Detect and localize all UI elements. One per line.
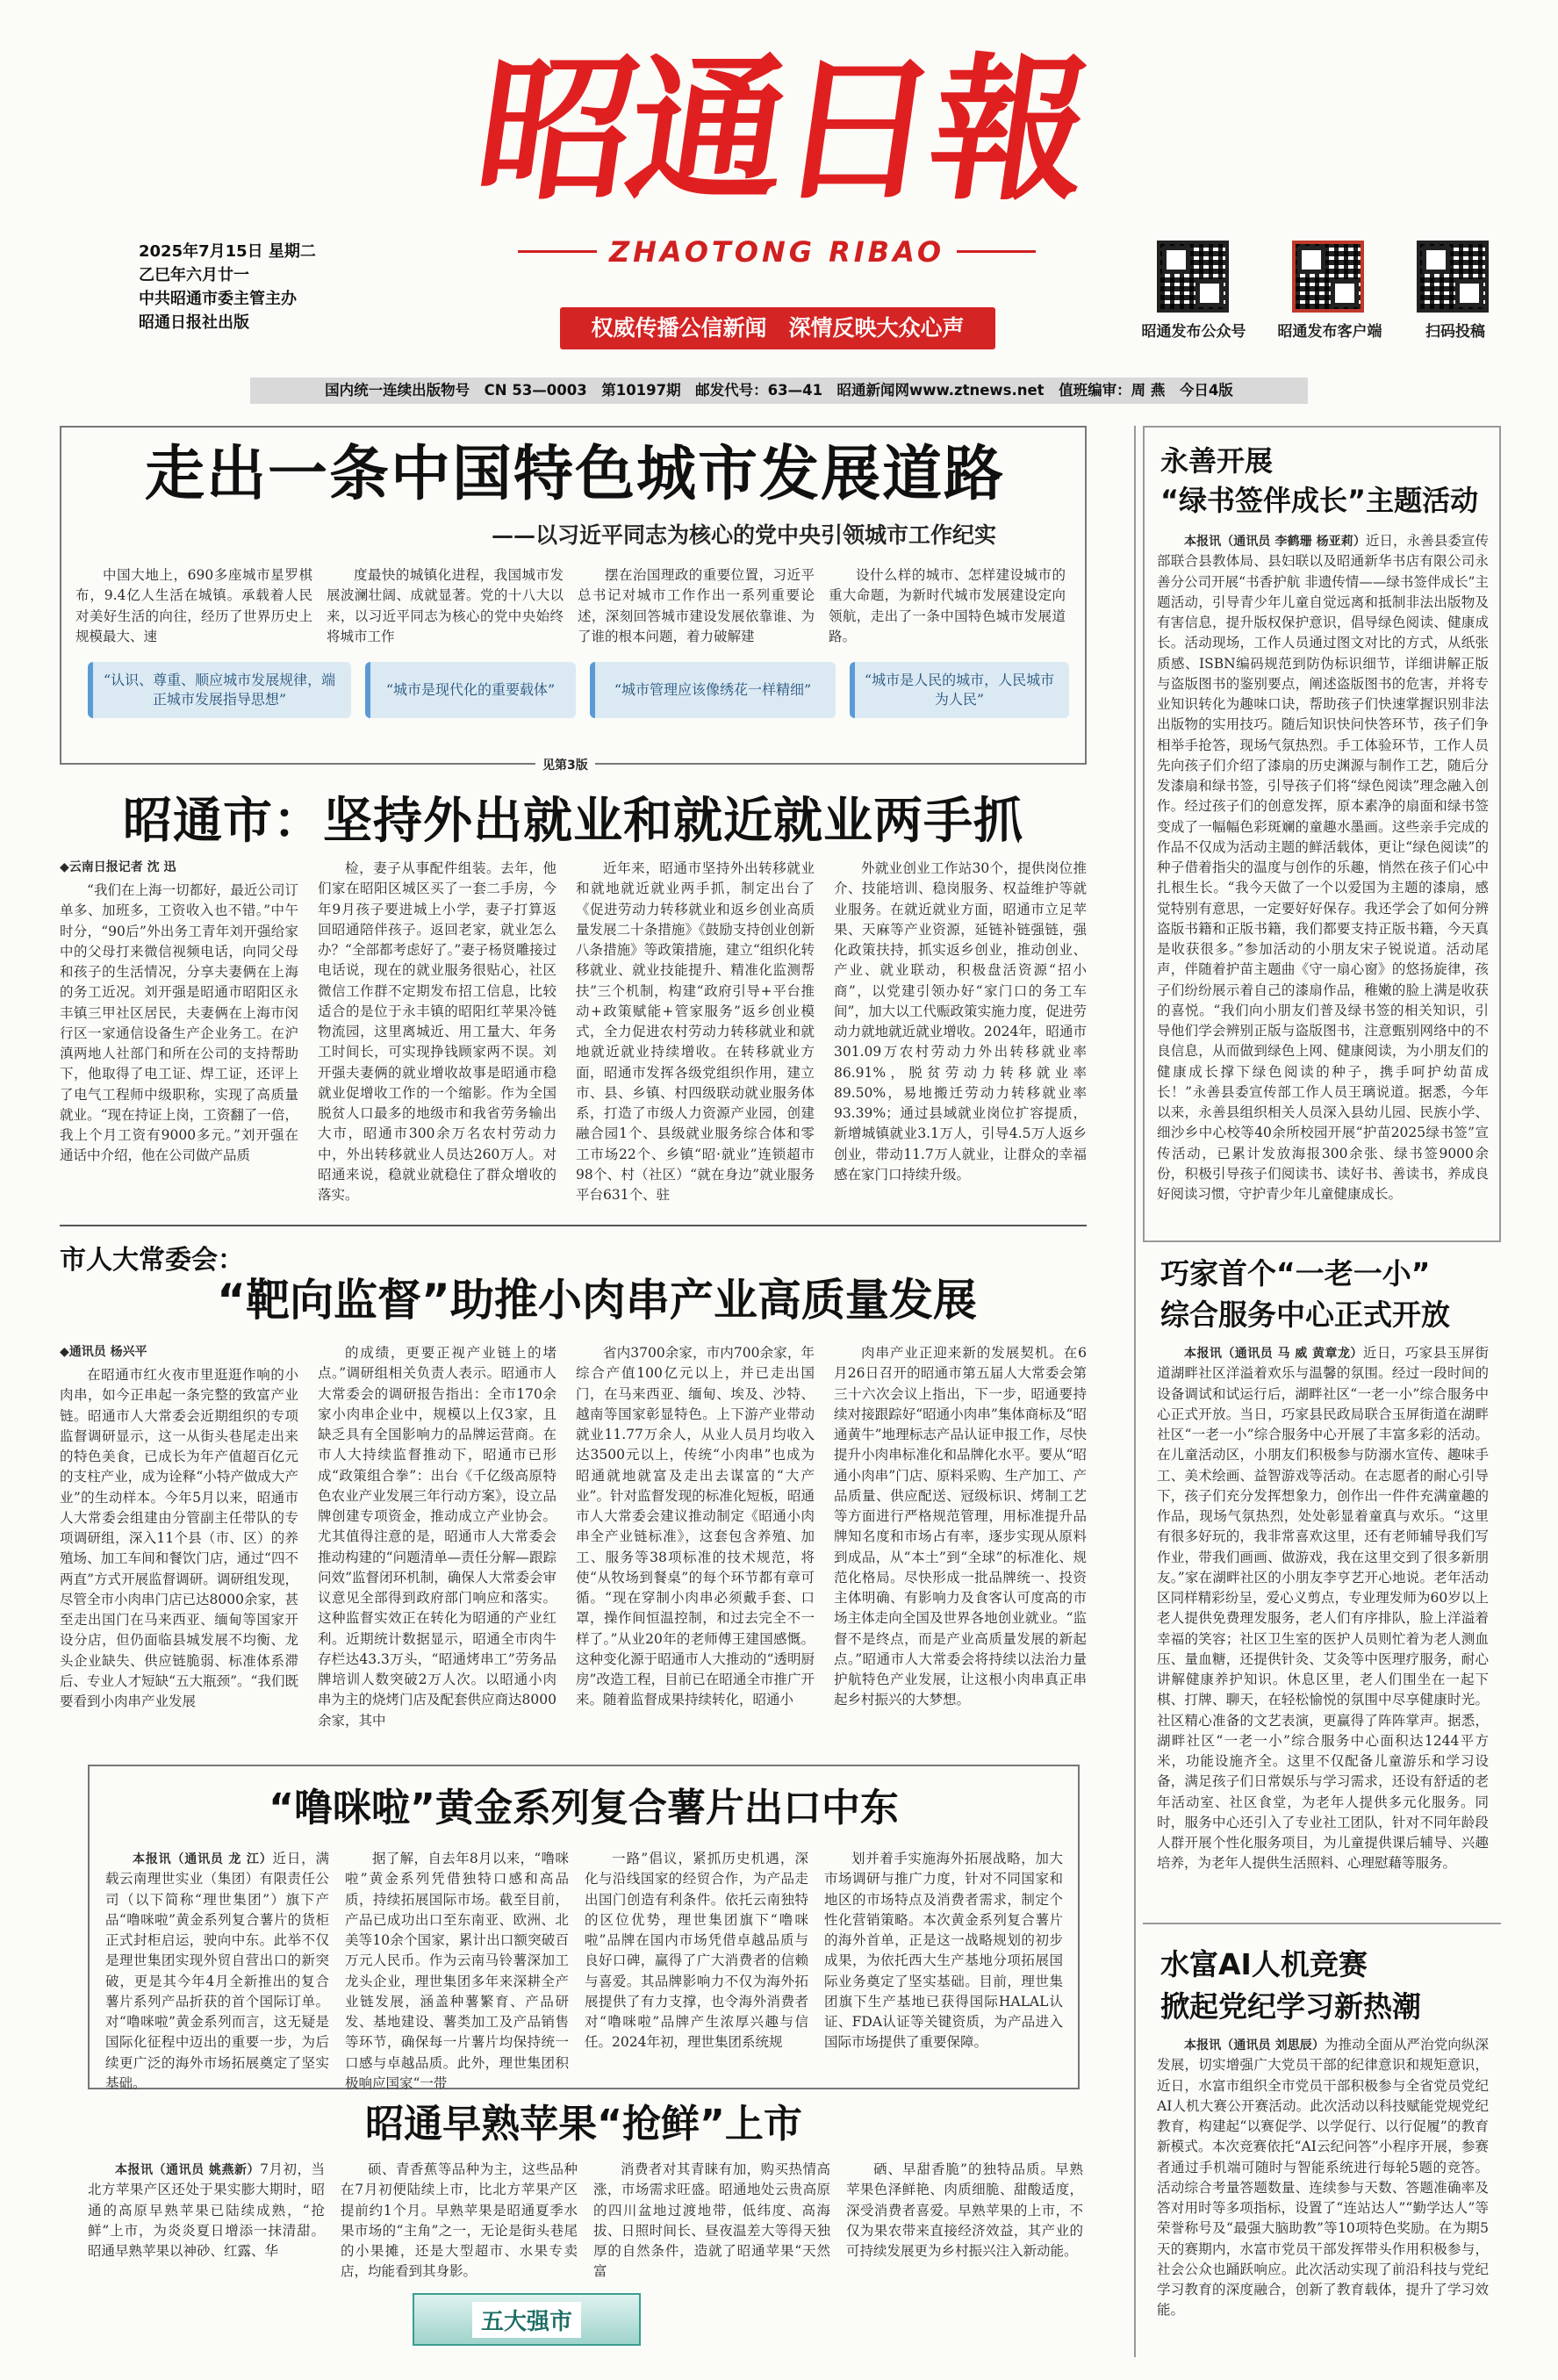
lead-tag-2: “城市是现代化的重要载体” (365, 662, 576, 718)
a2-byline: ◆云南日报记者 沈 迅 (60, 860, 176, 874)
s1-byline: 本报讯（通讯员 李鹤珊 杨亚莉） (1184, 535, 1366, 549)
qr-code-submission[interactable] (1417, 241, 1489, 313)
sidebar-divider (1134, 426, 1136, 2357)
a3-col-4: 肉串产业正迎来新的发展契机。在6月26日召开的昭通市第五届人大常委会第三十六次会议上指出，下一步，昭通要持续对接跟踪好“昭通小肉串”集体商标及“昭通黄牛”地理标志产品认证申报工作，尽快提升小肉串标准化和品牌化水平。要从“昭通小肉串”门店、原料采购、生产加工、产品质量、供应配送、冠级标识、烤制工艺等方面进行严格规范管理，用标准提升品牌知名度和市场占有率，逐步实现从原料到成品，从“本土”到“全球”的标准化、规范化格局。尽快形成一批品牌统一、投资主体明确、有影响力及食客认可度高的市场主体走向全国及世界各地创业就业。“监督不是终点，而是产业高质量发展的新起点。”昭通市人大常委会将持续以法治力量护航特色产业发展，让这根小肉串真正串起乡村振兴的大梦想。 (834, 1345, 1087, 1708)
issue-date: 2025年7月15日 星期二 (139, 242, 316, 261)
qr-label-client-app: 昭通发布客户端 (1277, 323, 1382, 341)
banner-text: 五大强市 (472, 2302, 581, 2338)
a4-col-4: 划并着手实施海外拓展战略，加大市场调研与推广力度，针对不同国家和地区的市场特点及消费者需求，制定个性化营销策略。本次黄金系列复合薯片的海外首单，正是这一战略规划的初步成果，为依托西大生产基地分项拓展国际业务奠定了坚实基础。目前，理世集团旗下生产基地已获得国际HALAL认证、FDA认证等关键资质，为产品进入国际市场提供了重要保障。 (824, 1851, 1063, 2051)
lead-title: 走出一条中国特色城市发展道路 (144, 440, 1005, 509)
sponsor: 中共昭通市委主管主办 (139, 290, 297, 308)
s3-body: 本报讯（通讯员 刘思辰）为推动全面从严治党向纵深发展，切实增强广大党员干部的纪律意识和规矩意识，近日，水富市组织全市党员干部积极参与全省党员党纪AI人机大赛公开赛活动。此次活动以科技赋能党规党纪教育，构建起“以赛促学、以学促行、以行促履”的教育新模式。本次竞赛依托“AI云纪问答”小程序开展，参赛者通过手机端可随时与智能系统进行每轮5题的竞答。活动综合考量答题数量、连续参与天数、答题准确率及答对用时等多项指标，设置了“连站达人”“勤学达人”等荣誉称号及“最强大脑助教”等10项特色奖励。在为期5天的赛期内，水富市党员干部发挥带头作用积极参与，社会公众也踊跃响应。此次活动实现了前沿科技与党纪学习教育的深度融合，创新了教育载体，提升了学习效能。 (1157, 2037, 1489, 2319)
a2-col-1: ◆云南日报记者 沈 迅 “我们在上海一切都好，最近公司订单多、加班多，工资收入也不错。”中午时分，“90后”外出务工青年刘开强给家中的父母打来微信视频电话，向同父母和孩子的生活情况，分享夫妻俩在上海的务工近况。刘开强是昭通市昭阳区永丰镇三甲社区居民，夫妻俩在上海市闵行区一家通信设备生产企业务工。在沪滇两地人社部门和所在公司的支持帮助下，他取得了电工证、焊工证，还评上了电气工程师中级职称，实现了高质量就业。“现在持证上岗，工资翻了一倍，我上个月工资有9000多元。”刘开强在通话中介绍，他在公司做产品质 (60, 860, 298, 1164)
a3-title: “靶向监督”助推小肉串产业高质量发展 (217, 1275, 977, 1326)
lead-tag-4: “城市是人民的城市，人民城市为人民” (850, 662, 1069, 718)
lead-col-3: 摆在治国理政的重要位置，习近平总书记对城市工作作出一系列重要论述，深刻回答城市建设发展依靠谁、为了谁的根本问题，着力破解建 (578, 567, 815, 644)
five-strong-city-banner (413, 2293, 641, 2346)
a2-col-2: 检，妻子从事配件组装。去年，他们家在昭阳区城区买了一套二手房，今年9月孩子要进城上小学，妻子打算返回昭通陪伴孩子。返回老家，就业怎么办？“全部都考虑好了。”妻子杨贤雕接过电话说，现在的就业服务很贴心，社区微信工作群不定期发布招工信息，比较适合的是位于永丰镇的昭阳红苹果冷链物流园，这里离城近、用工量大、年务工时间长，可实现挣钱顾家两不误。刘开强夫妻俩的就业增收故事是昭通市稳就业促增收工作的一个缩影。作为全国脱贫人口最多的地级市和我省劳务输出大市，昭通市300余万名农村劳动力中，外出转移就业人员达260万人。对昭通来说，稳就业就稳住了群众增收的落实。 (318, 860, 556, 1203)
s2-title-line1: 巧家首个“一老一小” (1160, 1256, 1431, 1291)
s3-byline: 本报讯（通讯员 刘思辰） (1184, 2038, 1325, 2053)
qr-label-submission: 扫码投稿 (1425, 323, 1485, 341)
lead-tag-1: “认识、尊重、顺应城市发展规律，端正城市发展指导思想” (88, 662, 351, 718)
lead-subtitle: ——以习近平同志为核心的党中央引领城市工作纪实 (492, 522, 997, 548)
a2-col-4: 外就业创业工作站30个，提供岗位推介、技能培训、稳岗服务、权益维护等就业服务。在就近就业方面，昭通市立足苹果、天麻等产业资源，延链补链强链，强化政策扶持，抓实返乡创业，推动创业、产业、就业联动，积极盘活资源“招小商”，以党建引领办好“家门口的务工车间”，加大以工代赈政策实施力度，促进劳动力就地就近就业增收。2024年，昭通市301.09万农村劳动力外出转移就业率86.91%，脱贫劳动力转移就业率89.50%，易地搬迁劳动力转移就业率93.39%；通过县域就业岗位扩容提质，新增城镇就业3.1万人，引导4.5万人返乡创业，带动11.7万人就业，让群众的幸福感在家门口持续升级。 (834, 860, 1087, 1183)
a3-kicker: 市人大常委会： (60, 1245, 244, 1276)
qr-code-client-app[interactable] (1292, 241, 1364, 313)
info-bar: 国内统一连续出版物号 CN 53—0003 第10197期 邮发代号：63—41 昭通新闻网www.ztnews.net 值班编审：周 燕 今日4版 (250, 377, 1308, 404)
masthead-slogan: 权威传播公信新闻 深情反映大众心声 (560, 307, 995, 349)
s2-byline: 本报讯（通讯员 马 威 黄章龙） (1184, 1347, 1363, 1361)
s2-title-line2: 综合服务中心正式开放 (1160, 1298, 1450, 1332)
masthead-title: 昭通日報 (466, 38, 1096, 221)
a3-col-1: ◆通讯员 杨兴平 在昭通市红火夜市里逛逛作响的小肉串，如今正串起一条完整的致富产业链。昭通市人大常委会近期组织的专项监督调研显示，这一从街头巷尾走出来的特色美食，已成长为年产值超百亿元的支柱产业，成为诠释“小特产做成大产业”的生动样本。今年5月以来，昭通市人大常委会组建由分管副主任带队的专项调研组，深入11个县（市、区）的养殖场、加工车间和餐饮门店，通过“四不两直”方式开展监督调研。调研组发现，尽管全市小肉串门店已达8000余家，甚至走出国门在马来西亚、缅甸等国家开设分店，但仍面临县城发展不均衡、龙头企业缺失、供应链脆弱、标准体系滞后、专业人才短缺“五大瓶颈”。“我们既要看到小肉串产业发展 (60, 1345, 298, 1709)
a2-title: 昭通市：坚持外出就业和就近就业两手抓 (123, 793, 1023, 850)
issue-lunar-date: 乙巳年六月廿一 (139, 266, 249, 284)
lead-col-2: 度最快的城镇化进程，我国城市发展波澜壮阔、成就显著。党的十八大以来，以习近平同志为核心的党中央始终将城市工作 (327, 567, 564, 644)
publisher: 昭通日报社出版 (139, 313, 249, 332)
s3-title-line1: 水富AI人机竞赛 (1160, 1947, 1368, 1981)
a4-col-2: 据了解，自去年8月以来，“噜咪啦”黄金系列凭借独特口感和高品质，持续拓展国际市场。截至目前，产品已成功出口至东南亚、欧洲、北美等10余个国家，累计出口额突破百万元人民币。作为云南马铃薯深加工龙头企业，理世集团多年来深耕全产业链发展，涵盖种薯繁育、产品研发、基地建设、薯类加工及产品销售等环节，确保每一片薯片均保持统一口感与卓越品质。此外，理世集团积极响应国家“一带 (345, 1851, 569, 2091)
divider (1143, 1923, 1501, 1924)
a5-col-3: 消费者对其青睐有加，购买热情高涨，市场需求旺盛。昭通地处云贵高原的四川盆地过渡地带，低纬度、高海拔、日照时间长、昼夜温差大等得天独厚的自然条件，造就了昭通苹果“天然富 (593, 2161, 830, 2280)
a4-col-1: 本报讯（通讯员 龙 江）近日，满载云南理世实业（集团）有限责任公司（以下简称“理世集团”）旗下产品“噜咪啦”黄金系列复合薯片的货柜正式封柜启运，驶向中东。此举不仅是理世集团实现外贸自营出口的新突破，更是其今年4月全新推出的复合薯片系列产品折获的首个国际订单。对“噜咪啦”黄金系列而言，这无疑是国际化征程中迈出的重要一步，为后续更广泛的海外市场拓展奠定了坚实基础。 (105, 1851, 329, 2091)
lead-col-1: 中国大地上，690多座城市星罗棋布，9.4亿人生活在城镇。承载着人民对美好生活的向往，经历了世界历史上规模最大、速 (75, 567, 312, 644)
a4-byline: 本报讯（通讯员 龙 江） (133, 1852, 273, 1866)
divider (60, 1225, 1087, 1226)
qr-label-official-account: 昭通发布公众号 (1141, 323, 1246, 341)
a5-col-4: 硒、早甜香脆”的独特品质。早熟苹果色泽鲜艳、肉质细脆、甜酸适度，深受消费者喜爱。早熟苹果的上市，不仅为果农带来直接经济效益，其产业的可持续发展更为乡村振兴注入新动能。 (846, 2161, 1083, 2259)
a5-title: 昭通早熟苹果“抢鲜”上市 (365, 2102, 802, 2146)
a5-byline: 本报讯（通讯员 姚燕新） (115, 2163, 261, 2177)
a3-byline: ◆通讯员 杨兴平 (60, 1345, 147, 1359)
s1-title-line1: 永善开展 (1160, 444, 1274, 478)
a5-col-1: 本报讯（通讯员 姚燕新）7月初，当北方苹果产区还处于果实膨大期时，昭通的高原早熟苹果已陆续成熟，“抢鲜”上市，为炎炎夏日增添一抹清甜。昭通早熟苹果以神砂、红露、华 (88, 2161, 325, 2259)
masthead-pinyin-line-left (518, 250, 597, 253)
a4-col-3: 一路”倡议，紧抓历史机遇，深化与沿线国家的经贸合作，为产品走出国门创造有利条件。依托云南独特的区位优势，理世集团旗下“噜咪啦”品牌在国内市场凭借卓越品质与良好口碑，赢得了广大消费者的信赖与喜爱。其品牌影响力不仅为海外拓展提供了有力支撑，也令海外消费者对“噜咪啦”品牌产生浓厚兴趣与信任。2024年初，理世集团系统规 (585, 1851, 808, 2051)
a4-title: “噜咪啦”黄金系列复合薯片出口中东 (269, 1786, 899, 1830)
a5-col-2: 硕、青香蕉等品种为主，这些品种在7月初便陆续上市，比北方苹果产区提前约1个月。早熟苹果是昭通夏季水果市场的“主角”之一，无论是街头巷尾的小果摊，还是大型超市、水果专卖店，均能看到其身影。 (341, 2161, 578, 2280)
s2-body: 本报讯（通讯员 马 威 黄章龙）近日，巧家县玉屏街道湖畔社区洋溢着欢乐与温馨的氛围。经过一段时间的设备调试和试运行后，湖畔社区“一老一小”综合服务中心正式开放。当日，巧家县民政局联合玉屏街道在湖畔社区“一老一小”综合服务中心开展了丰富多彩的活动。在儿童活动区，小朋友们积极参与防溺水宣传、趣味手工、美术绘画、益智游戏等活动。在志愿者的耐心引导下，孩子们充分发挥想象力，创作出一件件充满童趣的作品，现场气氛热烈，处处彰显着童真与欢乐。“这里有很多好玩的，我非常喜欢这里，还有老师辅导我们写作业，带我们画画、做游戏，我在这里交到了很多新朋友。”家在湖畔社区的小朋友李亨艺开心地说。老年活动区同样精彩纷呈，爱心义剪点，专业理发师为60岁以上老人提供免费理发服务，老人们有序排队，脸上洋溢着幸福的笑容；社区卫生室的医护人员则忙着为老人测血压、量血糖，还提供针灸、艾灸等中医理疗服务，耐心讲解健康养护知识。休息区里，老人们围坐在一起下棋、打牌、聊天，在轻松愉悦的氛围中尽享健康时光。社区精心准备的文艺表演，更赢得了阵阵掌声。据悉，湖畔社区“一老一小”综合服务中心面积达1244平方米，功能设施齐全。这里不仅配备儿童游乐和学习设备，满足孩子们日常娱乐与学习需求，还设有舒适的老年活动室、社区食堂，为老年人提供多元化服务。同时，服务中心还引入了专业社工团队，针对不同年龄段人群开展个性化服务项目，为儿童提供课后辅导、兴趣培养，为老年人提供生活照料、心理慰藉等服务。 (1157, 1345, 1489, 1872)
qr-code-official-account[interactable] (1157, 241, 1229, 313)
lead-tag-3: “城市管理应该像绣花一样精细” (590, 662, 836, 718)
a2-col-3: 近年来，昭通市坚持外出转移就业和就地就近就业两手抓，制定出台了《促进劳动力转移就业和返乡创业高质量发展二十条措施》《鼓励支持创业创新八条措施》等政策措施，建立“组织化转移就业、就业技能提升、精准化监测帮扶”三个机制，构建“政府引导+平台推动+政策赋能+管家服务”返乡创业模式，全力促进农村劳动力转移就业和就地就近就业持续增收。在转移就业方面，昭通市发挥各级党组织作用，建立市、县、乡镇、村四级联动就业服务体系，打造了市级人力资源产业园，创建融合园1个、县级就业服务综合体和零工市场22个、乡镇“昭·就业”连锁超市98个、村（社区）“就在身边”就业服务平台631个、驻 (576, 860, 815, 1203)
masthead-pinyin: ZHAOTONG RIBAO (608, 235, 945, 269)
masthead-pinyin-line-right (957, 250, 1036, 253)
s3-title-line2: 掀起党纪学习新热潮 (1160, 1989, 1421, 2024)
a3-col-3: 省内3700余家，市内700余家，年综合产值100亿元以上，并已走出国门，在马来西亚、缅甸、埃及、沙特、越南等国家彰显特色。上下游产业带动就业11.77万余人，从业人员月均收入达3500元以上，传统“小肉串”也成为昭通就地就富及走出去谋富的“大产业”。针对监督发现的标准化短板，昭通市人大常委会建议推动制定《昭通小肉串全产业链标准》，这套包含养殖、加工、服务等38项标准的技术规范，将使“从牧场到餐桌”的每个环节都有章可循。“现在穿制小肉串必须戴手套、口罩，操作间恒温控制，和过去完全不一样了。”从业20年的老师傅王建国感慨。这种变化源于昭通市人大推动的“透明厨房”改造工程，目前已在昭通全市推广开来。随着监督成果持续转化，昭通小 (576, 1345, 815, 1708)
s1-body: 本报讯（通讯员 李鹤珊 杨亚莉）近日，永善县委宣传部联合县教体局、县妇联以及昭通新华书店有限公司永善分公司开展“书香护航 非遗传情——绿书签伴成长”主题活动，引导青少年儿童自觉远离和抵制非法出版物及有害信息，提升版权保护意识，倡导绿色阅读、健康成长。活动现场，工作人员通过图文对比的方式，从纸张质感、ISBN编码规范到防伪标识细节，详细讲解正版与盗版图书的鉴别要点，阐述盗版图书的危害，并将专业知识转化为趣味口诀，帮助孩子们快速掌握识别非法出版物的实用技巧。随后知识快问快答环节，孩子们争相举手抢答，现场气氛热烈。手工体验环节，工作人员先向孩子们介绍了漆扇的历史渊源与制作工艺，随后分发漆扇和绿书签，引导孩子们将“绿色阅读”理念融入创作。经过孩子们的创意发挥，原本素净的扇面和绿书签变成了一幅幅色彩斑斓的童趣水墨画。这些亲手完成的作品不仅成为活动主题的鲜活载体，更让“绿色阅读”的种子借着指尖的温度与创作的乐趣，悄然在孩子们心中扎根生长。“我今天做了一个以爱国为主题的漆扇，感觉特别有意思，一定要好好保存。我还学会了如何分辨盗版书籍和正版书籍，我们都要支持正版书籍，今天真是收获很多。”参加活动的小朋友宋子锐说道。活动尾声，伴随着护苗主题曲《守一扇心窗》的悠扬旋律，孩子们纷纷展示着自己的漆扇作品，稚嫩的脸上满是收获的喜悦。“我们向小朋友们普及绿书签的相关知识，引导他们学会辨别正版与盗版图书，注意甄别网络中的不良信息，从而做到绿色上网、健康阅读，为小朋友们的健康成长撑下绿色阅读的种子，携手呵护幼苗成长！”永善县委宣传部工作人员王璃说道。据悉，今年以来，永善县组织相关人员深入县幼儿园、民族小学、细沙乡中心校等40余所校园开展“护苗2025绿书签”宣传活动，已累计发放海报300余张、绿书签9000余份，积极引导孩子们阅读书、读好书、善读书，养成良好阅读习惯，守护青少年儿童健康成长。 (1157, 533, 1489, 1202)
lead-col-4: 设什么样的城市、怎样建设城市的重大命题，为新时代城市发展建设定向领航，走出了一条中国特色城市发展道路。 (829, 567, 1066, 644)
lead-continue-note: 见第3版 (535, 756, 595, 773)
s1-title-line2: “绿书签伴成长”主题活动 (1160, 484, 1479, 517)
issue-info (139, 240, 316, 334)
a3-col-2: 的成绩，更要正视产业链上的堵点。”调研组相关负责人表示。昭通市人大常委会的调研报告指出：全市170余家小肉串企业中，规模以上仅3家，且缺乏具有全国影响力的品牌运营商。在市人大持续监督推动下，昭通市已形成“政策组合拳”：出台《千亿级高原特色农业产业发展三年行动方案》，设立品牌创建专项资金，推动成立产业协会。尤其值得注意的是，昭通市人大常委会推动构建的“问题清单—责任分解—跟踪问效”监督闭环机制，确保人大常委会审议意见全部得到政府部门响应和落实。这种监督实效正在转化为昭通的产业红利。近期统计数据显示，昭通全市肉牛存栏达43.3万头，“昭通烤串工”劳务品牌培训人数突破2万人次。以昭通小肉串为主的烧烤门店及配套供应商达8000余家，其中 (318, 1345, 556, 1729)
